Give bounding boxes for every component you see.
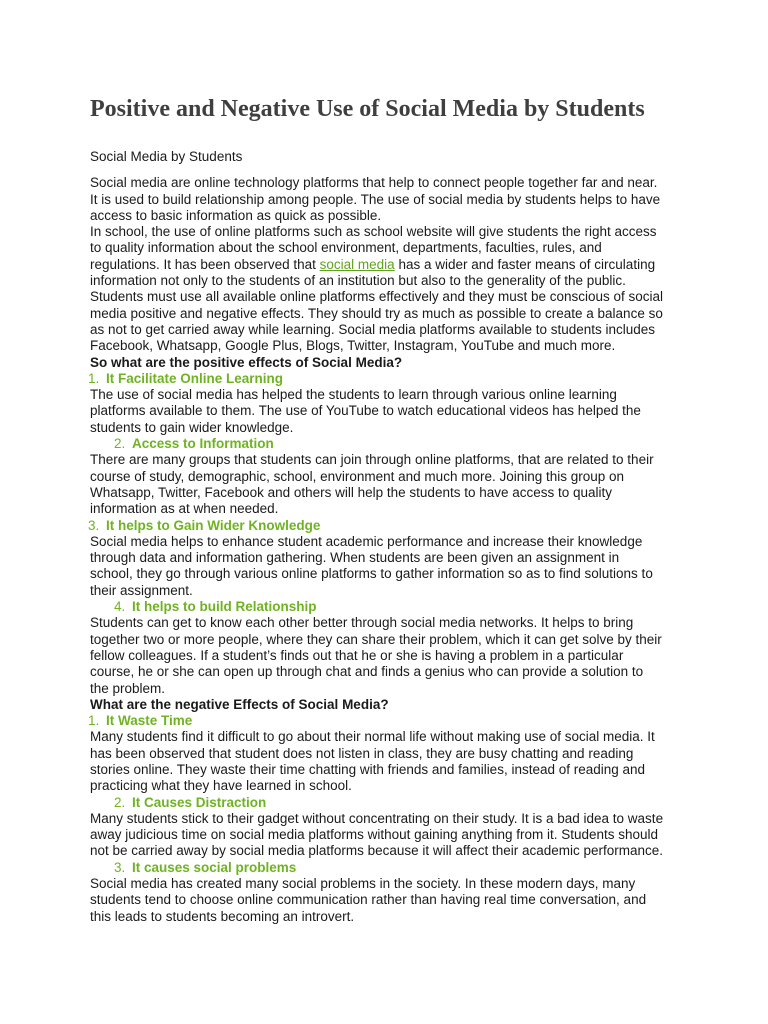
negative-heading-1	[88, 713, 690, 729]
body-line: their assignment.	[90, 582, 193, 598]
body-line: information not only to the students of an institution but also to the generality of the public.	[90, 273, 626, 289]
heading-text: It helps to Gain Wider Knowledge	[106, 517, 321, 533]
body-line: as not to get carried away while learning. Social media platforms available to students includes	[90, 321, 656, 337]
body-line: platforms available to them. The use of YouTube to watch educational videos has helped the	[90, 403, 641, 419]
body-text: regulations. It has been observed that	[90, 256, 320, 272]
heading-text: It helps to build Relationship	[132, 599, 317, 615]
heading-text: It Waste Time	[106, 713, 193, 729]
body-line: access to basic information as quick as possible.	[90, 207, 382, 223]
body-line: the problem.	[90, 680, 166, 696]
list-number: 2.	[114, 436, 126, 452]
list-number: 3.	[114, 859, 126, 875]
heading-text: It Causes Distraction	[132, 794, 267, 810]
negative-effects-question: What are the negative Effects of Social Media?	[90, 696, 389, 712]
list-number: 4.	[114, 599, 126, 615]
body-line: Students can get to know each other better through social media networks. It helps to bring	[90, 615, 634, 631]
negative-heading-3	[114, 860, 690, 876]
positive-heading-2	[114, 436, 690, 452]
body-line: students to gain wider knowledge.	[90, 419, 294, 435]
body-line: Social media helps to enhance student academic performance and increase their knowledge	[90, 533, 643, 549]
body-line: not be carried away by social media platforms because it will affect their academic performance.	[90, 843, 664, 859]
body-line: Social media has created many social problems in the society. In these modern days, many	[90, 876, 636, 892]
document-subtitle: Social Media by Students	[90, 149, 243, 164]
body-line: students tend to choose online communication rather than having real time conversation, and	[90, 892, 647, 908]
body-line: Facebook, Whatsapp, Google Plus, Blogs, Twitter, Instagram, YouTube and much more.	[90, 338, 616, 354]
body-line: Many students stick to their gadget without concentrating on their study. It is a bad idea to waste	[90, 810, 664, 826]
body-line: In school, the use of online platforms such as school website will give students the right access	[90, 224, 657, 240]
body-line: stories online. They waste their time chatting with friends and families, instead of reading and	[90, 761, 646, 777]
heading-text: Access to Information	[132, 436, 274, 452]
positive-heading-3	[88, 518, 690, 534]
body-line: information as at when needed.	[90, 501, 279, 517]
list-number: 1.	[88, 713, 100, 729]
body-line: media positive and negative effects. They should try as much as possible to create a balance so	[90, 305, 663, 321]
list-number: 1.	[88, 370, 100, 386]
body-line: Many students find it difficult to go about their normal life without making use of social media. It	[90, 729, 655, 745]
heading-text: It Facilitate Online Learning	[106, 370, 284, 386]
body-line: to quality information about the school environment, departments, faculties, rules, and	[90, 240, 602, 256]
body-line: this leads to students becoming an introvert.	[90, 908, 355, 924]
positive-effects-question: So what are the positive effects of Social Media?	[90, 354, 403, 370]
body-line: practicing what they have learned in school.	[90, 778, 352, 794]
negative-heading-2	[114, 795, 690, 811]
body-line: away judicious time on social media platforms without gaining anything from it. Students should	[90, 827, 659, 843]
body-line: through data and information gathering. When students are been given an assignment in	[90, 550, 620, 566]
body-line: course of study, demographic, school, environment and much more. Joining this group on	[90, 468, 625, 484]
social-media-link[interactable]: social media	[319, 256, 395, 272]
body-line: school, they go through various online platforms to gather information so as to find solutions to	[90, 566, 653, 582]
positive-heading-1	[88, 371, 690, 387]
body-text: has a wider and faster means of circulating	[394, 256, 656, 272]
body-line: Students must use all available online platforms effectively and they must be conscious of social	[90, 289, 664, 305]
heading-text: It causes social problems	[132, 859, 297, 875]
body-line: The use of social media has helped the students to learn through various online learning	[90, 387, 617, 403]
document-body	[90, 149, 690, 925]
body-line: course, he or she can open up through chat and finds a genius who can provide a solution to	[90, 664, 644, 680]
body-line: It is used to build relationship among people. The use of social media by students helps to have	[90, 191, 661, 207]
body-line: Social media are online technology platforms that help to connect people together far and near.	[90, 175, 658, 191]
body-line: There are many groups that students can join through online platforms, that are related to their	[90, 452, 654, 468]
body-line: fellow colleagues. If a student’s finds out that he or she is having a problem in a particular	[90, 647, 624, 663]
list-number: 2.	[114, 794, 126, 810]
body-line: Whatsapp, Twitter, Facebook and others will help the students to have access to quality	[90, 484, 613, 500]
body-line: together two or more people, where they can share their problem, which it can get solve by their	[90, 631, 662, 647]
list-number: 3.	[88, 517, 100, 533]
positive-heading-4	[114, 599, 690, 615]
body-line	[90, 257, 690, 273]
body-line: has been observed that student does not listen in class, they are busy chatting and reading	[90, 745, 634, 761]
document-title: Positive and Negative Use of Social Media by Students	[90, 96, 645, 122]
